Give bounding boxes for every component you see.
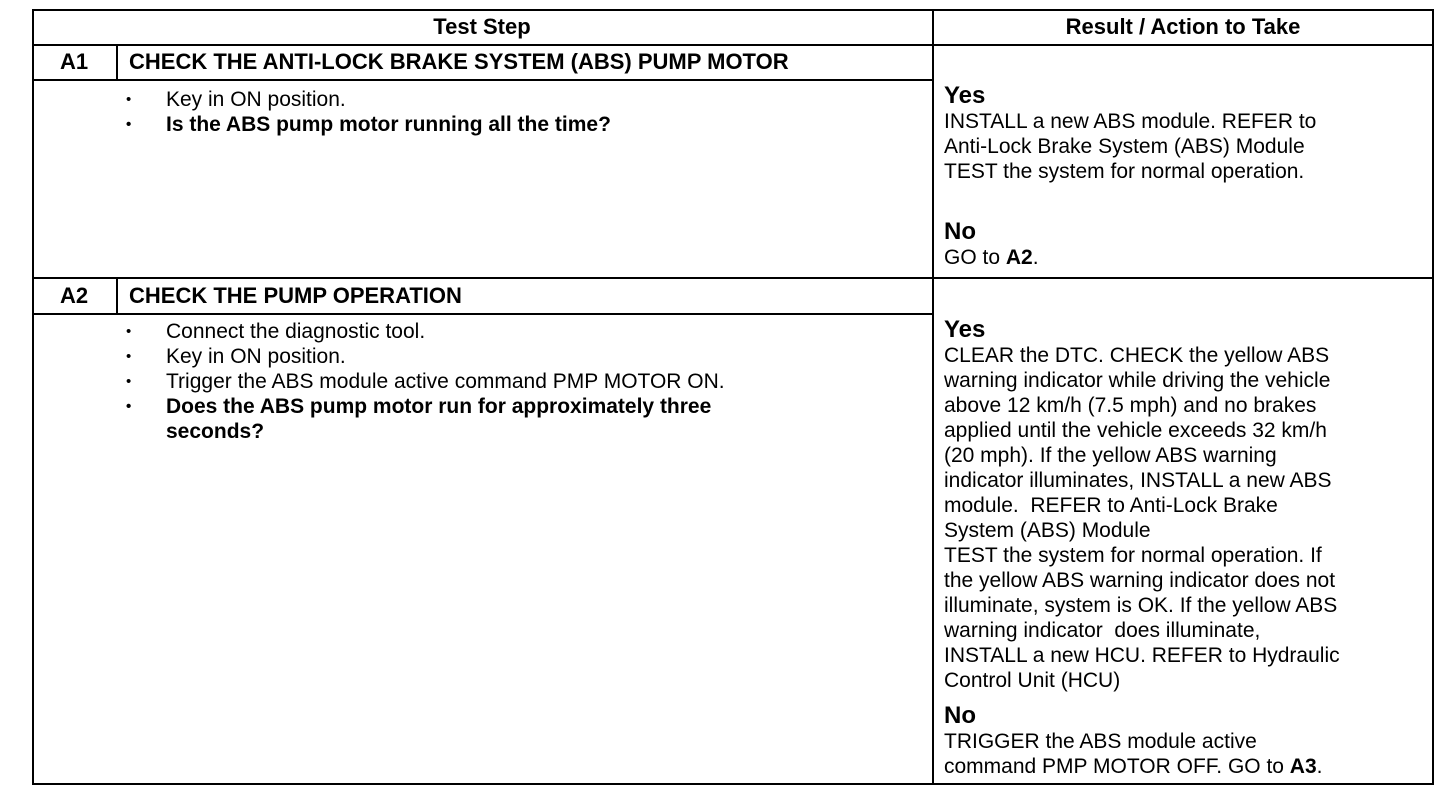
a2-yes-line: Control Unit (HCU) xyxy=(944,669,1121,692)
a1-yes-line: TEST the system for normal operation. xyxy=(944,160,1305,183)
a2-yes-line: INSTALL a new HCU. REFER to Hydraulic xyxy=(944,644,1340,667)
a1-yes-label: Yes xyxy=(944,82,986,109)
table-border-bottom xyxy=(32,783,1434,785)
step-id-a2: A2 xyxy=(59,283,89,308)
table-border-right xyxy=(1432,9,1434,785)
a2-yes-line: CLEAR the DTC. CHECK the yellow ABS xyxy=(944,344,1330,367)
header-test-step: Test Step xyxy=(433,14,531,39)
a2-yes-line: System (ABS) Module xyxy=(944,519,1151,542)
a1-yes-line: Anti-Lock Brake System (ABS) Module xyxy=(944,135,1305,158)
a2-yes-line: the yellow ABS warning indicator does not xyxy=(944,569,1336,592)
a1-id-divider xyxy=(116,44,118,80)
a2-yes-line: indicator illuminates, INSTALL a new ABS xyxy=(944,469,1332,492)
a2-no-label: No xyxy=(944,702,976,729)
a2-yes-line: illuminate, system is OK. If the yellow ABS xyxy=(944,594,1338,617)
a2-no-target: A3 xyxy=(1289,755,1317,778)
a2-result xyxy=(944,317,1432,779)
a2-no-line: TRIGGER the ABS module active xyxy=(944,730,1257,753)
table-border-top xyxy=(32,9,1434,11)
header-divider xyxy=(32,44,1434,46)
diagnostic-table xyxy=(32,9,1434,785)
list-item: • Key in ON position. xyxy=(116,344,725,369)
a1-title-divider xyxy=(32,79,934,81)
step-title-a1: CHECK THE ANTI-LOCK BRAKE SYSTEM (ABS) PUMP MOTOR xyxy=(129,49,789,74)
a2-bullet-list xyxy=(116,319,725,444)
a2-yes-line: above 12 km/h (7.5 mph) and no brakes xyxy=(944,394,1317,417)
a1-yes-line: INSTALL a new ABS module. REFER to xyxy=(944,110,1317,133)
a2-yes-label: Yes xyxy=(944,316,986,343)
a2-no-prefix: command PMP MOTOR OFF. GO to xyxy=(944,755,1290,778)
list-item: • Is the ABS pump motor running all the time? xyxy=(116,112,611,137)
header-result-action: Result / Action to Take xyxy=(1065,14,1301,39)
a2-yes-line: warning indicator while driving the vehicle xyxy=(944,369,1331,392)
a1-result xyxy=(944,83,1432,270)
list-item: • Trigger the ABS module active command PMP MOTOR ON. xyxy=(116,369,725,394)
a1-no-prefix: GO to xyxy=(944,246,1006,269)
a1-bullet-list xyxy=(116,87,611,137)
list-item: • Connect the diagnostic tool. xyxy=(116,319,725,344)
list-item: • Does the ABS pump motor run for approximately three seconds? xyxy=(116,394,725,444)
row-divider-a2 xyxy=(32,277,1434,279)
a2-title-divider xyxy=(32,313,934,315)
table-border-left xyxy=(32,9,34,785)
a1-no-target: A2 xyxy=(1005,246,1033,269)
a2-yes-line: applied until the vehicle exceeds 32 km/h xyxy=(944,419,1327,442)
a2-yes-line: module. REFER to Anti-Lock Brake xyxy=(944,494,1278,517)
a2-no-line xyxy=(944,754,1432,779)
a2-yes-line: TEST the system for normal operation. If xyxy=(944,544,1322,567)
step-title-a2: CHECK THE PUMP OPERATION xyxy=(129,283,462,308)
a2-no-suffix: . xyxy=(1316,755,1323,778)
a1-no-suffix: . xyxy=(1032,246,1039,269)
list-item: • Key in ON position. xyxy=(116,87,611,112)
column-divider xyxy=(932,9,934,785)
a2-yes-line: (20 mph). If the yellow ABS warning xyxy=(944,444,1277,467)
a1-no-line xyxy=(944,245,1432,270)
a1-no-label: No xyxy=(944,218,976,245)
a2-id-divider xyxy=(116,277,118,314)
step-id-a1: A1 xyxy=(59,49,89,74)
a2-yes-line: warning indicator does illuminate, xyxy=(944,619,1261,642)
